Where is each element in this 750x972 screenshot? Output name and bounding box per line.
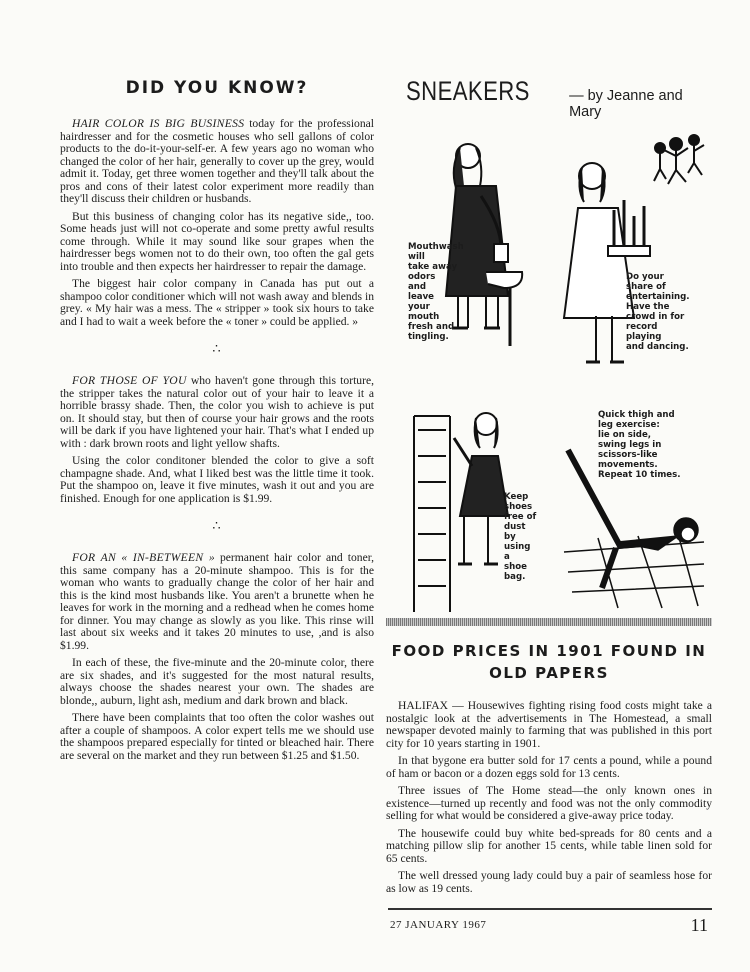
food-prices-heading: FOOD PRICES IN 1901 FOUND IN OLD PAPERS [391, 642, 707, 682]
sneakers-title: SNEAKERS [406, 76, 530, 106]
did-you-know-column [60, 78, 374, 767]
paragraph-1-text: today for the professional hairdresser and for the cosmetic houses who sell gallons of color products to the do-it-your-self-er. A few years ago no woman who changed the color of her hair, generally to cover up the grey, would admit it. Today, get three women together and they'll talk about the pros and cons of their latest color experiment more readily than they'll discuss their children or husbands. [60, 117, 374, 205]
section-divider [386, 618, 712, 626]
food-paragraph-4: The housewife could buy white bed-spreads for 80 cents and a matching pillow slip for another 15 cents, while table linen sold for 65 cents. [386, 826, 712, 865]
sneakers-illustrations [386, 126, 712, 616]
mouthwash-caption: Mouthwash will take away odors and leave your mouth fresh and tingling. [408, 242, 464, 342]
food-paragraph-3: Three issues of The Home stead—the only known ones in existence—turned up recently and food was not the only commodity selling for what would be considered a give-away price today. [386, 784, 712, 822]
food-paragraph-5: The well dressed young lady could buy a pair of seamless hose for as low as 19 cents. [386, 869, 712, 895]
paragraph-3: The biggest hair color company in Canada has put out a shampoo color conditioner which will not wash away and blends in grey. « My hair was a mess. The « stripper » took six hours to take and I had to wait a week before the « toner » could be applied. » [60, 277, 374, 328]
paragraph-4-lead: FOR THOSE OF YOU [72, 374, 187, 387]
food-paragraph-1: HALIFAX — Housewives fighting rising food costs might take a nostalgic look at the advertisements in The Homestead, a small newspaper devoted mainly to farming that was published in this port city for 10 years starting in 1901. [386, 699, 712, 750]
paragraph-1-lead: HAIR COLOR IS BIG BUSINESS [72, 117, 245, 130]
paragraph-6 [60, 552, 374, 652]
paragraph-4 [60, 375, 374, 450]
section-separator: ∴ [212, 341, 222, 356]
page-number: 11 [690, 915, 708, 935]
paragraph-2: But this business of changing color has its negative side,, too. Some heads just will not co-operate and some pretty awful results come through. While it may sound like sour grapes when the hairdresser begs women not to do their own, too often the gal gets into trouble and then expects her hairdresser to repair the damage. [60, 209, 374, 273]
paragraph-4-text: who haven't gone through this torture, the stripper takes the natural color out of your hair to leave it a horrible brassy shade. Then, the color you wish to achieve is put on. It should stay, but then of course your hair grows and the roots will be dark if you have lightened your hair. That's what I ended up with : dark brown roots and light yellow shafts. [60, 374, 374, 450]
section-separator: ∴ [212, 518, 222, 533]
leg-exercise-caption: Quick thigh and leg exercise: lie on side, swing legs in scissors-like movements. Repeat 10 times. [598, 410, 681, 480]
page-footer [388, 908, 712, 935]
paragraph-5: Using the color conditoner blended the color to give a soft champagne shade. And, what I liked best was the little time it took. Put the shampoo on, leave it five minutes, wash it out and you are finished. Enough for one application is $1.99. [60, 454, 374, 505]
entertaining-caption: Do your share of entertaining. Have the crowd in for record playing and dancing. [626, 272, 690, 352]
shoe-bag-caption: Keep shoes free of dust by using a shoe bag. [504, 492, 537, 582]
sneakers-header [406, 76, 712, 120]
issue-date: 27 JANUARY 1967 [390, 919, 487, 931]
sneakers-byline: — by Jeanne and Mary [569, 88, 683, 120]
paragraph-6-lead: FOR AN « IN-BETWEEN » [72, 551, 215, 564]
paragraph-6-text: permanent hair color and toner, this same company has a 20-minute shampoo. This is for the woman who wants to gradually change the color of her hair and this is the kind most husbands like. You aren't a brunette when he leaves for work in the morning and a redhead when he comes home for dinner. You may change as slowly as you like. This rinse will last about six weeks and it takes 20 minutes to use, ,and is also $1.99. [60, 551, 375, 652]
food-paragraph-2: In that bygone era butter sold for 17 cents a pound, while a pound of ham or bacon or a dozen eggs sold for 13 cents. [386, 754, 712, 780]
did-you-know-heading: DID YOU KNOW? [125, 78, 309, 98]
right-column [386, 78, 712, 900]
paragraph-8: There have been complaints that too often the color washes out after a couple of shampoos. A color expert tells me we should use the shampoos prepared especially for tinted or bleached hair. There are several on the market and they run between $1.25 and $1.50. [60, 711, 374, 762]
paragraph-7: In each of these, the five-minute and the 20-minute color, there are six shades, and it's suggested for the most natural results, always choose the shades nearest your own. The shades are blonde,, auburn, light ash, medium and dark brown and black. [60, 656, 374, 707]
paragraph-1 [60, 118, 374, 206]
